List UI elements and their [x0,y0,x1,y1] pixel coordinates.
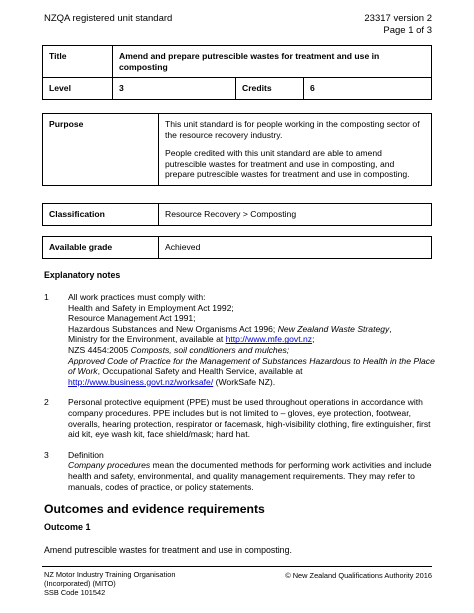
explanatory-notes [44,292,439,502]
note-number: 2 [44,397,49,408]
purpose-label: Purpose [43,114,159,186]
purpose-paragraph: People credited with this unit standard are able to amend putrescible wastes for treatment and use in composting, and prepare putrescible wastes for treatment and use in composting. [165,148,410,179]
footer-copyright: © New Zealand Qualifications Authority 2016 [285,571,432,580]
note-1 [44,292,439,387]
classification-value: Resource Recovery > Composting [159,204,432,226]
available-grade-label: Available grade [43,237,159,259]
note-number: 1 [44,292,49,302]
credits-label: Credits [236,78,304,100]
note-1-acop: Approved Code of Practice for the Management of Substances Hazardous to Health in the Place of Work, Occupational Safety and Health Service, available at [68,355,435,377]
title-table [42,45,432,100]
header-standard-label: NZQA registered unit standard [44,13,173,24]
outcome-1-text: Amend putrescible wastes for treatment and use in composting. [44,545,292,555]
note-3-intro: Definition [68,449,104,460]
outcomes-heading: Outcomes and evidence requirements [44,502,265,516]
footer-ssb-code: SSB Code 101542 [44,587,106,597]
footer-org-line: (Incorporated) (MITO) [44,578,116,588]
note-2 [44,397,439,439]
note-1-business: http://www.business.govt.nz/worksafe/ (WorkSafe NZ). [68,376,276,387]
classification-label: Classification [43,204,159,226]
header-version-block [364,13,432,37]
note-1-mfe: Ministry for the Environment, available at http://www.mfe.govt.nz; [68,334,315,345]
level-label: Level [43,78,113,100]
purpose-text [159,114,432,186]
note-1-intro: All work practices must comply with: [68,292,206,302]
note-1-hsno: Hazardous Substances and New Organisms Act 1996; New Zealand Waste Strategy, [68,323,392,334]
credits-value: 6 [304,78,432,100]
explanatory-notes-title: Explanatory notes [44,270,121,280]
note-3 [44,450,439,492]
title-label: Title [43,46,113,78]
header-page-number: Page 1 of 3 [383,25,432,36]
classification-table [42,203,432,226]
purpose-paragraph: This unit standard is for people working in the composting sector of the resource recovery industry. [165,119,420,140]
header-version: 23317 version 2 [364,13,432,24]
available-grade-value: Achieved [159,237,432,259]
purpose-table [42,113,432,186]
footer-org-line: NZ Motor Industry Training Organisation [44,570,176,579]
worksafe-link[interactable]: http://www.business.govt.nz/worksafe/ [68,376,214,387]
mfe-link[interactable]: http://www.mfe.govt.nz [225,334,313,345]
footer-organisation [44,571,175,597]
available-grade-table [42,236,432,259]
title-value: Amend and prepare putrescible wastes for treatment and use in composting [113,46,432,78]
outcome-1-heading: Outcome 1 [44,522,91,532]
note-2-text: Personal protective equipment (PPE) must be used throughout operations in accordance with company procedures. PPE includes but is not limited to – gloves, eye protection, footwear, overalls, hearing protection, respirator or facemask, high-visibility clothing, fire extinguisher, first aid kit, eye wash kit, face shield/mask; hard hat. [68,397,431,440]
note-1-rma: Resource Management Act 1991; [68,313,196,324]
level-value: 3 [113,78,236,100]
note-3-definition: Company procedures mean the documented methods for performing work activities and include health and safety, environmental, and quality management requirements. They may refer to manuals, codes of practice, or policy statements. [68,460,432,492]
footer-divider [42,566,432,567]
note-number: 3 [44,449,49,460]
note-1-nzs: NZS 4454:2005 Composts, soil conditioners and mulches; [68,344,290,355]
note-1-hse: Health and Safety in Employment Act 1992; [68,302,234,313]
